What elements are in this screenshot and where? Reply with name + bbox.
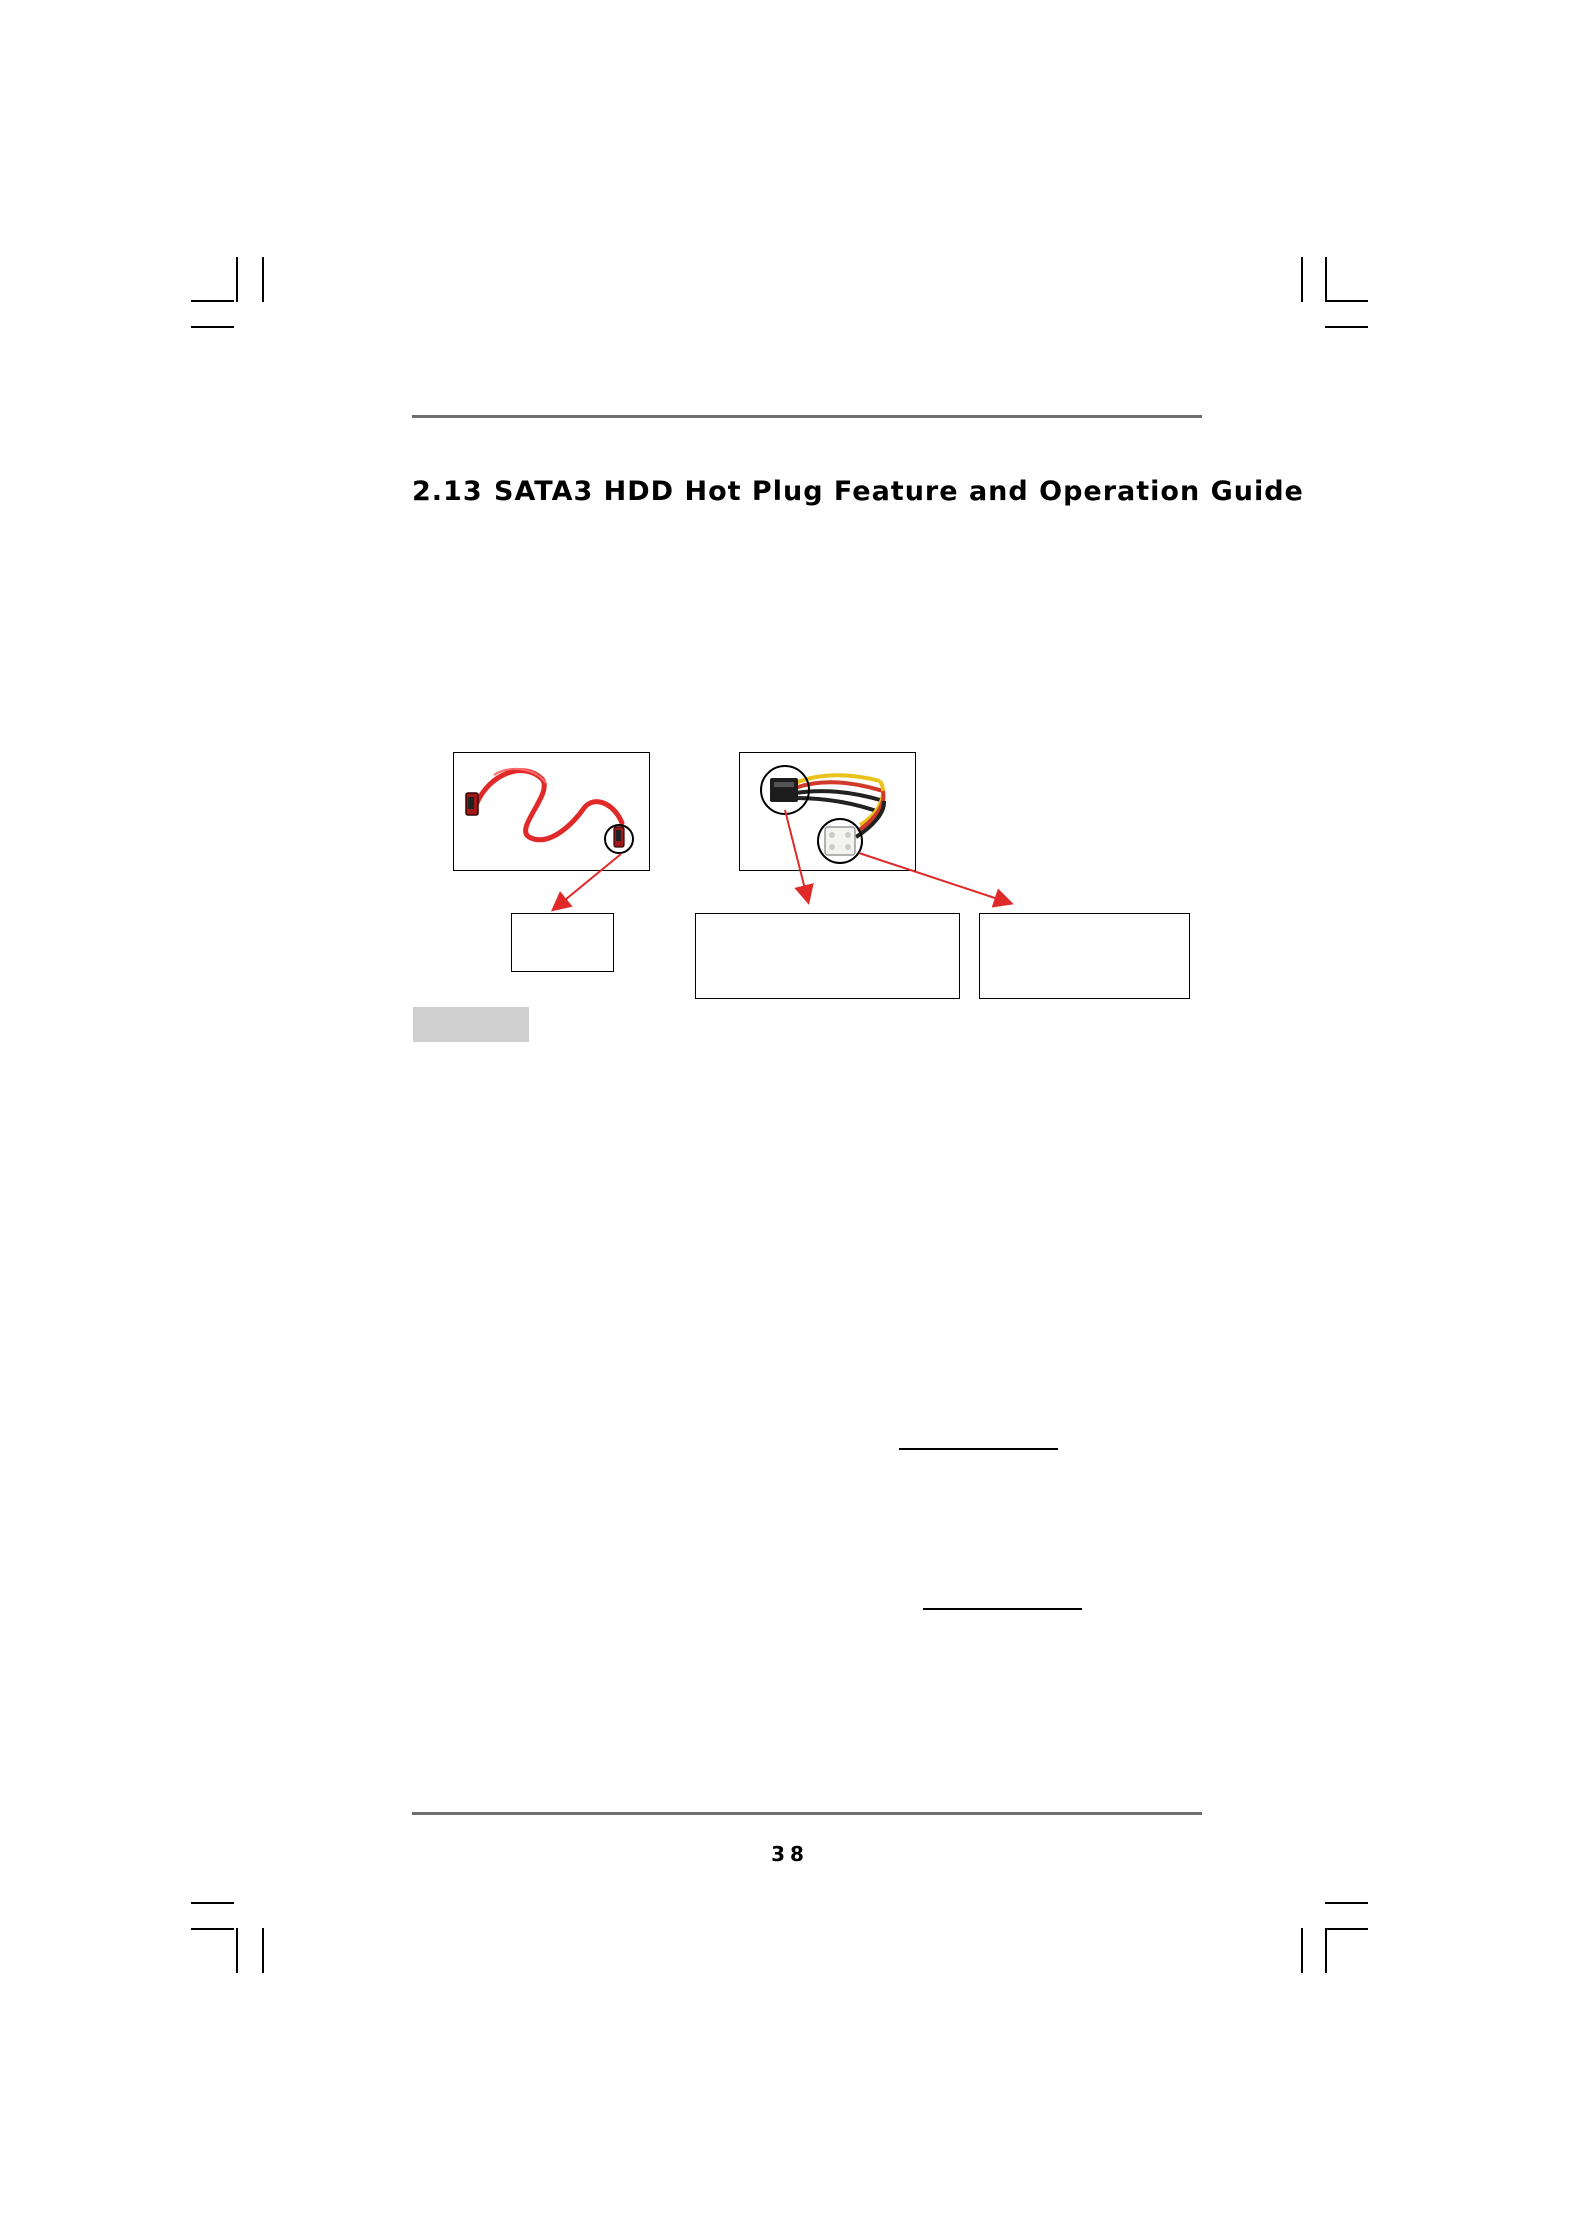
- crop-mark: [191, 1902, 234, 1904]
- crop-mark: [1325, 1928, 1368, 1930]
- highlight-bar: [413, 1007, 529, 1042]
- crop-mark: [262, 1928, 264, 1973]
- sata-power-label-box: [695, 913, 960, 999]
- data-cable-label-box: [511, 913, 614, 972]
- underline-mark: [899, 1448, 1058, 1450]
- page-number: 38: [771, 1842, 809, 1866]
- crop-mark: [191, 1928, 234, 1930]
- arrow-4pin-power: [859, 853, 1010, 903]
- arrow-data-cable: [554, 854, 621, 909]
- crop-mark: [236, 1928, 238, 1973]
- section-title: SATA3 HDD Hot Plug Feature and Operation Guide: [494, 476, 1304, 507]
- crop-mark: [1325, 1902, 1368, 1904]
- section-number: 2.13: [412, 476, 483, 507]
- underline-mark: [923, 1608, 1082, 1610]
- crop-mark: [1325, 1928, 1327, 1973]
- crop-mark: [1301, 1928, 1303, 1973]
- footer-rule: [412, 1812, 1202, 1815]
- 4pin-power-label-box: [979, 913, 1190, 999]
- arrow-sata-power: [785, 810, 808, 901]
